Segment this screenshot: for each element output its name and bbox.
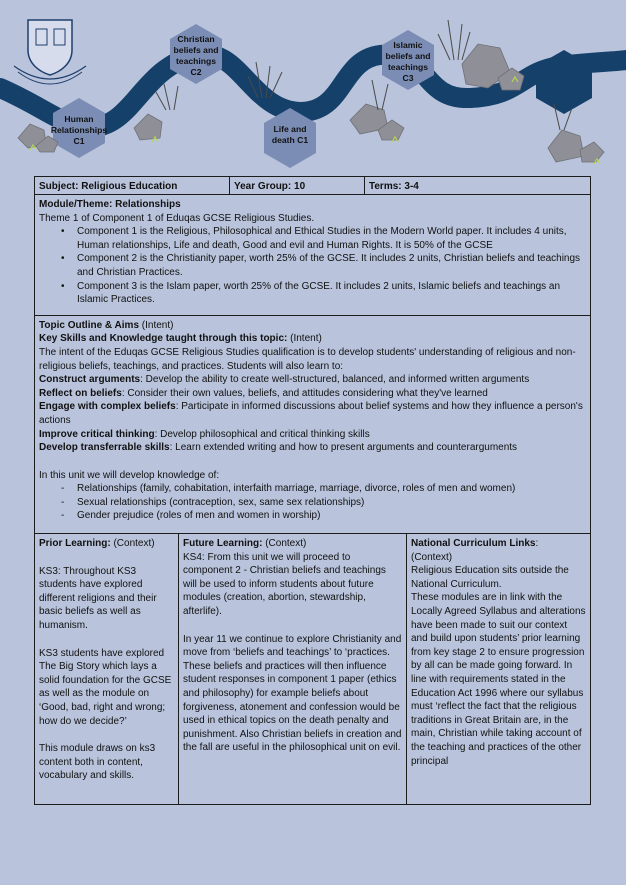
- future-learning-cell: [179, 534, 407, 804]
- unit-knowledge-list: [39, 482, 586, 523]
- list-item: - Gender prejudice (roles of men and women in worship): [39, 509, 586, 523]
- list-item: - Sexual relationships (contraception, sex, same sex relationships): [39, 496, 586, 510]
- rock-cluster-5: [548, 130, 604, 162]
- year-group-cell: Year Group: 10: [230, 177, 365, 194]
- skill-item: Develop transferrable skills: Learn extended writing and how to present arguments and counterarguments: [39, 442, 518, 454]
- list-item: - Relationships (family, cohabitation, interfaith marriage, marriage, divorce, roles of men and women): [39, 482, 586, 496]
- future-paragraph: In year 11 we continue to explore Christianity and move from ‘beliefs and teachings’ to ‘practices. These beliefs and practices will then influence student responses in component 1 paper (ethics and philosophy) for example beliefs about forgiveness, atonement and confession would be used in ethical topics on the death penalty and punishment. Also Christian beliefs in creation and the fall are useful in the philosophical unit on evil.: [183, 633, 402, 754]
- national-paragraph: These modules are in link with the Locally Agreed Syllabus and alterations have been made to suit our context and build upon students’ prior learning from key stage 2 to ensure progression by all can be made going forward. In line with requirements stated in the Education Act 1996 where our syllabus must ‘reflect the fact that the religious traditions in Great Britain are, in the main, Christian while taking account of the teaching and practices of the other principal: [411, 592, 586, 767]
- header-row: [35, 177, 590, 195]
- list-item: • Component 3 is the Islam paper, worth 25% of the GCSE. It includes 2 units, Islamic beliefs and teachings an Islamic Practices.: [39, 280, 586, 307]
- topic-section: [35, 316, 590, 534]
- key-skills-heading: Key Skills and Knowledge taught through this topic: (Intent): [39, 333, 322, 345]
- module-title: Module/Theme: Relationships: [39, 199, 181, 210]
- skill-item: Improve critical thinking: Develop philosophical and critical thinking skills: [39, 428, 370, 440]
- prior-paragraph: KS3 students have explored The Big Story which lays a solid foundation for the GCSE as well as the module on ‘Good, bad, right and wrong; how do we decide?’: [39, 647, 172, 727]
- unit-intro: In this unit we will develop knowledge of:: [39, 469, 220, 481]
- list-item: • Component 2 is the Christianity paper, worth 25% of the GCSE. It includes 2 units, Christian beliefs and teachings and Christian Practices.: [39, 252, 586, 279]
- topic-outline-heading: Topic Outline & Aims (Intent): [39, 319, 174, 331]
- future-learning-heading: Future Learning: (Context): [183, 538, 307, 550]
- rock-cluster-4: [462, 44, 524, 90]
- skill-item: Reflect on beliefs: Consider their own values, beliefs, and attitudes considering what they've learned: [39, 387, 488, 399]
- future-paragraph: KS4: From this unit we will proceed to component 2 - Christian beliefs and teachings will be used to inform students about future modules (creation, abortion, stewardship, afterlife).: [183, 551, 386, 618]
- milestone-label-islamic-beliefs: Islamic beliefs and teachings C3: [385, 40, 431, 83]
- list-item: • Component 1 is the Religious, Philosophical and Ethical Studies in the Modern World paper. It includes 4 units, Human relationships, Life and death, Good and evil and Human Rights. It is 50% of the GCSE: [39, 225, 586, 252]
- context-row: [35, 534, 590, 804]
- prior-paragraph: This module draws on ks3 content both in content, vocabulary and skills.: [39, 743, 156, 782]
- national-curriculum-heading: National Curriculum Links:: [411, 538, 539, 550]
- skill-item: Construct arguments: Develop the ability to create well-structured, balanced, and informed written arguments: [39, 374, 530, 386]
- milestone-label-life-and-death: Life and death C1: [271, 124, 309, 145]
- curriculum-table: [34, 176, 591, 805]
- milestone-label-christian-beliefs: Christian beliefs and teachings C2: [173, 34, 219, 77]
- component-list: [39, 225, 586, 307]
- rock-cluster-2: [134, 114, 162, 140]
- national-curriculum-cell: [407, 534, 590, 804]
- prior-paragraph: KS3: Throughout KS3 students have explored different religions and their basic beliefs as well as humanism.: [39, 565, 157, 632]
- national-curriculum-context: (Context): [411, 551, 453, 563]
- intent-text: The intent of the Eduqas GCSE Religious Studies qualification is to develop students' understanding of religious and non-religious beliefs, teachings, and practices. Students will also learn to:: [39, 346, 576, 372]
- school-crest-logo: [14, 20, 86, 84]
- module-section: [35, 195, 590, 316]
- national-paragraph: Religious Education sits outside the National Curriculum.: [411, 565, 569, 590]
- milestone-label-human-relationships: Human Relationships C1: [50, 114, 108, 146]
- rock-cluster-3: [350, 104, 404, 140]
- skill-item: Engage with complex beliefs: Participate in informed discussions about belief systems and how they influence a person's actions: [39, 401, 583, 426]
- terms-cell: Terms: 3-4: [369, 181, 419, 192]
- prior-learning-cell: [35, 534, 179, 804]
- subject-cell: Subject: Religious Education: [35, 177, 230, 194]
- prior-learning-heading: Prior Learning: (Context): [39, 538, 155, 550]
- module-intro: Theme 1 of Component 1 of Eduqas GCSE Religious Studies.: [39, 212, 315, 224]
